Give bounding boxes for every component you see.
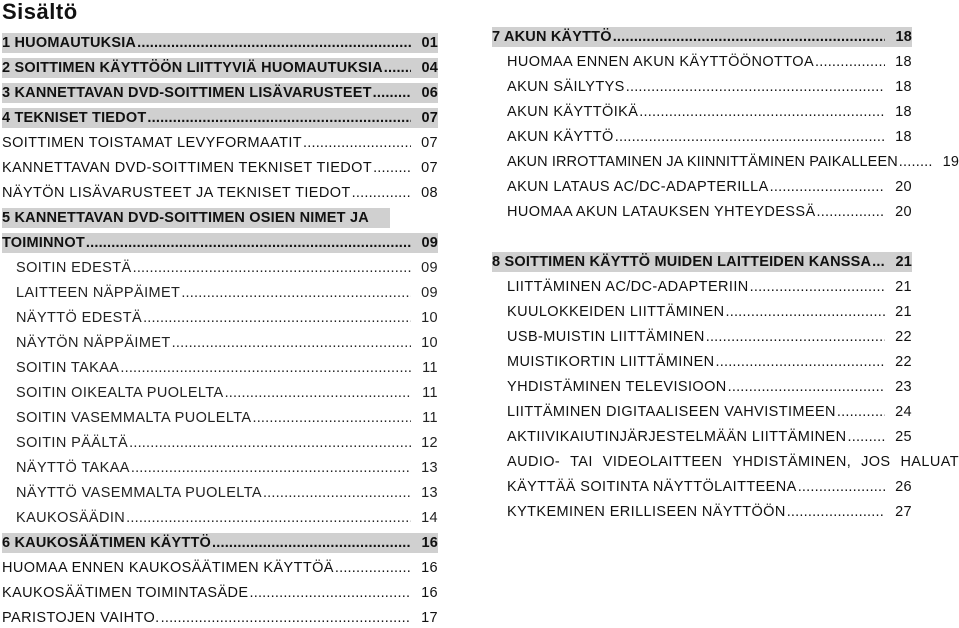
toc-leader-dots <box>181 283 411 303</box>
toc-entry[interactable] <box>2 158 438 178</box>
toc-entry[interactable] <box>507 452 959 472</box>
toc-leader-dots <box>716 352 885 372</box>
toc-entry-page: 08 <box>421 185 438 201</box>
toc-entry-label: SOITTIMEN TOISTAMAT LEVYFORMAATIT <box>2 135 303 151</box>
toc-entry[interactable] <box>2 83 438 103</box>
toc-entry-label: HUOMAA AKUN LATAUKSEN YHTEYDESSÄ <box>507 204 816 220</box>
toc-entry[interactable] <box>492 27 912 47</box>
toc-leader-dots <box>263 483 411 503</box>
toc-entry[interactable] <box>507 427 912 447</box>
toc-entry[interactable] <box>16 308 438 328</box>
toc-entry[interactable] <box>2 108 438 128</box>
toc-entry-page: 20 <box>895 204 912 220</box>
toc-entry[interactable] <box>507 352 912 372</box>
toc-entry-label: KANNETTAVAN DVD-SOITTIMEN TEKNISET TIEDOT <box>2 160 373 176</box>
toc-entry[interactable] <box>16 383 438 403</box>
toc-entry-label: AKUN KÄYTTÖ <box>507 129 614 145</box>
toc-leader-dots <box>725 302 885 322</box>
toc-entry-label: SOITIN OIKEALTA PUOLELTA <box>16 385 224 401</box>
toc-entry-page: 18 <box>895 129 912 145</box>
toc-entry-page: 09 <box>421 235 438 251</box>
toc-leader-dots <box>303 133 411 153</box>
toc-entry-label: AKUN KÄYTTÖIKÄ <box>507 104 639 120</box>
toc-entry-label: AKUN LATAUS AC/DC-ADAPTERILLA <box>507 179 769 195</box>
toc-entry[interactable] <box>492 252 912 272</box>
toc-entry-page: 17 <box>421 610 438 626</box>
toc-entry-label: LIITTÄMINEN DIGITAALISEEN VAHVISTIMEEN <box>507 404 836 420</box>
toc-leader-dots <box>750 277 885 297</box>
toc-entry-label: SOITIN VASEMMALTA PUOLELTA <box>16 410 252 426</box>
toc-entry-page: 22 <box>895 354 912 370</box>
toc-entry-label: MUISTIKORTIN LIITTÄMINEN <box>507 354 715 370</box>
toc-entry-label: 1 HUOMAUTUKSIA <box>2 35 137 51</box>
toc-entry-page: 13 <box>421 485 438 501</box>
toc-leader-dots <box>373 83 411 103</box>
toc-leader-dots <box>352 183 411 203</box>
toc-entry-page: 12 <box>421 435 438 451</box>
toc-entry[interactable] <box>16 508 438 528</box>
toc-entry-page: 11 <box>422 410 438 426</box>
toc-entry-label: 6 KAUKOSÄÄTIMEN KÄYTTÖ <box>2 535 212 551</box>
toc-entry[interactable] <box>2 183 438 203</box>
toc-entry[interactable] <box>16 408 438 428</box>
toc-leader-dots <box>86 233 411 253</box>
toc-entry[interactable] <box>16 258 438 278</box>
toc-leader-dots <box>252 408 411 428</box>
toc-leader-dots <box>137 33 411 53</box>
toc-entry[interactable] <box>2 558 438 578</box>
toc-entry[interactable] <box>507 177 912 197</box>
toc-entry-label: AKTIIVIKAIUTINJÄRJESTELMÄÄN LIITTÄMINEN <box>507 429 847 445</box>
toc-leader-dots <box>899 152 932 172</box>
toc-leader-dots <box>373 158 411 178</box>
toc-entry-label: SOITIN EDESTÄ <box>16 260 132 276</box>
toc-entry-page: 09 <box>421 285 438 301</box>
toc-entry-label: SOITIN PÄÄLTÄ <box>16 435 129 451</box>
toc-entry[interactable] <box>16 283 438 303</box>
toc-entry-page: 27 <box>895 504 912 520</box>
toc-entry-word: TAI <box>570 454 593 470</box>
toc-entry-label: 3 KANNETTAVAN DVD-SOITTIMEN LISÄVARUSTEET <box>2 85 372 101</box>
toc-entry-label: NÄYTÖN LISÄVARUSTEET JA TEKNISET TIEDOT <box>2 185 351 201</box>
toc-leader-dots <box>817 202 885 222</box>
toc-leader-dots <box>872 252 885 272</box>
toc-leader-dots <box>615 127 885 147</box>
toc-entry-page: 09 <box>421 260 438 276</box>
toc-entry[interactable] <box>507 302 912 322</box>
toc-entry-page: 19 <box>942 154 959 170</box>
toc-entry-page: 11 <box>422 360 438 376</box>
toc-entry-page: 07 <box>421 110 438 126</box>
toc-leader-dots <box>212 533 411 553</box>
toc-entry-page: 25 <box>895 429 912 445</box>
toc-entry-page: 07 <box>421 135 438 151</box>
toc-entry-label: KYTKEMINEN ERILLISEEN NÄYTTÖÖN <box>507 504 786 520</box>
toc-entry-label: HUOMAA ENNEN AKUN KÄYTTÖÖNOTTOA <box>507 54 815 70</box>
toc-leader-dots <box>249 583 411 603</box>
toc-entry-page: 24 <box>895 404 912 420</box>
toc-entry-label: HUOMAA ENNEN KAUKOSÄÄTIMEN KÄYTTÖÄ <box>2 560 334 576</box>
toc-entry-page: 16 <box>421 585 438 601</box>
toc-entry-page: 16 <box>421 560 438 576</box>
toc-entry-page: 10 <box>421 335 438 351</box>
toc-leader-dots <box>798 477 885 497</box>
toc-entry-page: 10 <box>421 310 438 326</box>
toc-entry[interactable] <box>507 502 912 522</box>
toc-entry[interactable] <box>507 402 912 422</box>
toc-leader-dots <box>770 177 885 197</box>
toc-entry[interactable] <box>507 127 912 147</box>
toc-entry-label: KÄYTTÄÄ SOITINTA NÄYTTÖLAITTEENA <box>507 479 797 495</box>
toc-leader-dots <box>384 58 411 78</box>
toc-entry[interactable] <box>507 202 912 222</box>
toc-leader-dots <box>848 427 886 447</box>
toc-leader-dots <box>626 77 885 97</box>
toc-entry-page: 16 <box>421 535 438 551</box>
toc-leader-dots <box>613 27 885 47</box>
toc-leader-dots <box>728 377 885 397</box>
toc-entry-page: 18 <box>895 54 912 70</box>
toc-entry[interactable] <box>16 483 438 503</box>
toc-leader-dots <box>335 558 411 578</box>
toc-leader-dots <box>131 458 411 478</box>
toc-entry-label: 7 AKUN KÄYTTÖ <box>492 29 612 45</box>
toc-leader-dots <box>225 383 411 403</box>
toc-leader-dots <box>172 333 411 353</box>
toc-entry-page: 23 <box>895 379 912 395</box>
toc-entry-label: YHDISTÄMINEN TELEVISIOON <box>507 379 727 395</box>
toc-entry[interactable] <box>507 277 912 297</box>
toc-entry[interactable] <box>2 133 438 153</box>
toc-entry-page: 21 <box>895 304 912 320</box>
toc-leader-dots <box>815 52 885 72</box>
toc-entry-label: NÄYTÖN NÄPPÄIMET <box>16 335 171 351</box>
toc-entry-page: 18 <box>895 104 912 120</box>
toc-entry-label: PARISTOJEN VAIHTO. <box>2 610 160 626</box>
toc-entry-word: YHDISTÄMINEN, <box>732 454 852 470</box>
toc-entry-label: LAITTEEN NÄPPÄIMET <box>16 285 181 301</box>
toc-entry-page: 13 <box>421 460 438 476</box>
toc-entry-label: 5 KANNETTAVAN DVD-SOITTIMEN OSIEN NIMET JA <box>2 210 369 226</box>
toc-entry-label: KAUKOSÄÄTIMEN TOIMINTASÄDE <box>2 585 249 601</box>
toc-entry-label: NÄYTTÖ TAKAA <box>16 460 130 476</box>
toc-leader-dots <box>161 608 411 628</box>
toc-leader-dots <box>129 433 411 453</box>
page-title: Sisältö <box>2 0 78 24</box>
toc-leader-dots <box>837 402 885 422</box>
toc-entry-label: SOITIN TAKAA <box>16 360 120 376</box>
toc-entry[interactable] <box>2 58 438 78</box>
toc-entry-label: NÄYTTÖ VASEMMALTA PUOLELTA <box>16 485 262 501</box>
toc-entry[interactable] <box>2 208 438 228</box>
toc-entry-label: KUULOKKEIDEN LIITTÄMINEN <box>507 304 725 320</box>
toc-entry-page: 20 <box>895 179 912 195</box>
toc-entry-page: 01 <box>421 35 438 51</box>
toc-entry-label: AKUN SÄILYTYS <box>507 79 625 95</box>
toc-leader-dots <box>120 358 411 378</box>
toc-entry[interactable] <box>16 458 438 478</box>
toc-entry-word: JOS <box>861 454 891 470</box>
toc-entry[interactable] <box>507 52 912 72</box>
toc-leader-dots <box>706 327 885 347</box>
toc-entry[interactable] <box>2 608 438 628</box>
toc-entry-label: USB-MUISTIN LIITTÄMINEN <box>507 329 705 345</box>
toc-entry[interactable] <box>507 377 912 397</box>
toc-entry-label: LIITTÄMINEN AC/DC-ADAPTERIIN <box>507 279 749 295</box>
toc-entry[interactable] <box>507 152 959 172</box>
toc-entry[interactable] <box>507 77 912 97</box>
toc-entry-page: 18 <box>895 29 912 45</box>
toc-entry-label: 2 SOITTIMEN KÄYTTÖÖN LIITTYVIÄ HUOMAUTUKSIA <box>2 60 383 76</box>
toc-leader-dots <box>147 108 411 128</box>
toc-entry-page: 04 <box>421 60 438 76</box>
toc-entry-label: KAUKOSÄÄDIN <box>16 510 126 526</box>
toc-entry-word: AUDIO- <box>507 454 561 470</box>
toc-entry-word: VIDEOLAITTEEN <box>602 454 723 470</box>
toc-entry[interactable] <box>2 33 438 53</box>
toc-leader-dots <box>126 508 411 528</box>
toc-entry-page: 11 <box>422 385 438 401</box>
toc-leader-dots <box>787 502 885 522</box>
toc-entry[interactable] <box>16 358 438 378</box>
toc-entry-page: 21 <box>895 279 912 295</box>
toc-entry-label: NÄYTTÖ EDESTÄ <box>16 310 143 326</box>
toc-entry[interactable] <box>2 233 438 253</box>
toc-entry[interactable] <box>16 333 438 353</box>
toc-entry-label: TOIMINNOT <box>2 235 85 251</box>
toc-leader-dots <box>639 102 885 122</box>
toc-entry[interactable] <box>16 433 438 453</box>
toc-entry[interactable] <box>2 533 438 553</box>
toc-entry-page: 14 <box>421 510 438 526</box>
toc-entry-label: 4 TEKNISET TIEDOT <box>2 110 147 126</box>
toc-entry-page: 21 <box>895 254 912 270</box>
toc-entry[interactable] <box>507 327 912 347</box>
toc-entry-word: HALUAT <box>900 454 959 470</box>
toc-leader-dots <box>143 308 411 328</box>
toc-entry-label: AKUN IRROTTAMINEN JA KIINNITTÄMINEN PAIKALLEEN <box>507 154 898 170</box>
toc-entry-page: 06 <box>421 85 438 101</box>
toc-entry-label <box>507 452 959 472</box>
toc-entry-page: 07 <box>421 160 438 176</box>
toc-entry[interactable] <box>507 477 912 497</box>
toc-entry[interactable] <box>507 102 912 122</box>
toc-entry[interactable] <box>2 583 438 603</box>
toc-entry-page: 22 <box>895 329 912 345</box>
toc-entry-page: 18 <box>895 79 912 95</box>
toc-entry-page: 26 <box>895 479 912 495</box>
toc-entry-label: 8 SOITTIMEN KÄYTTÖ MUIDEN LAITTEIDEN KANSSA <box>492 254 872 270</box>
toc-leader-dots <box>133 258 411 278</box>
